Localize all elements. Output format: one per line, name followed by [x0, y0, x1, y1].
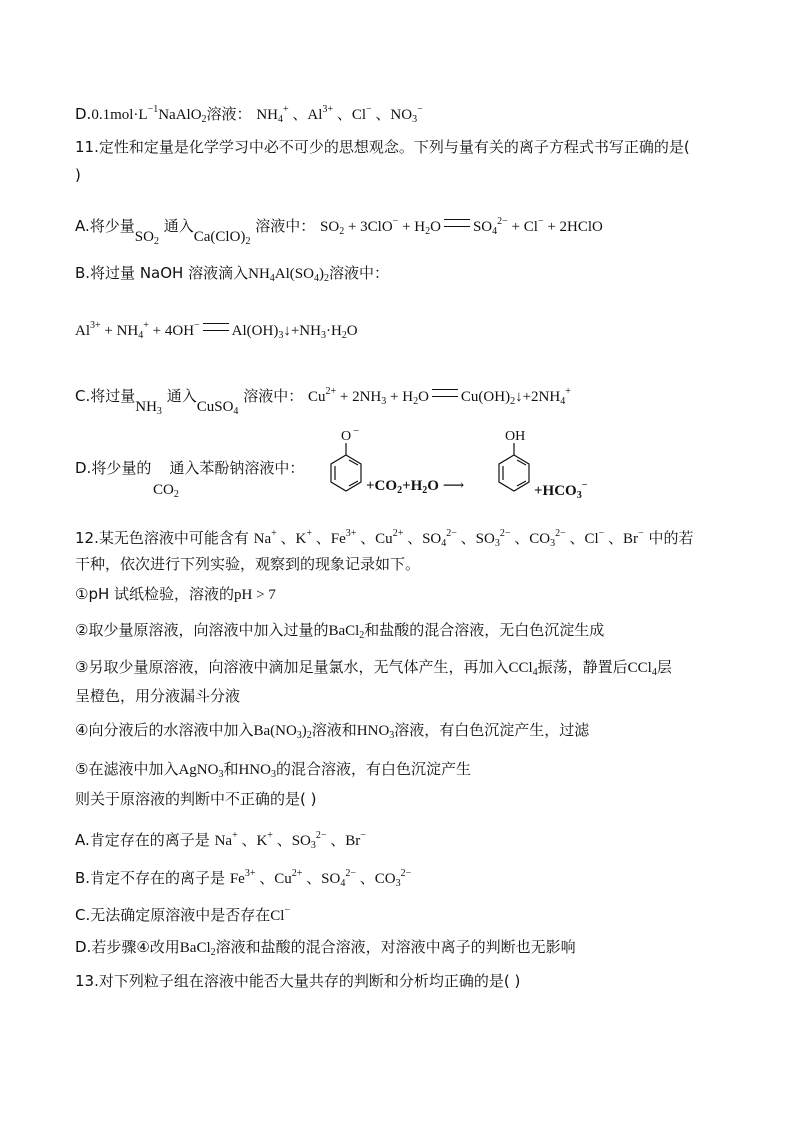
bicarbonate-product: $+HCO_3^-$ — [534, 480, 588, 501]
step-2: ②取少量原溶液，向溶液中加入过量的BaCl$_2$和盐酸的混合溶液，无白色沉淀生成 — [75, 621, 605, 641]
q10-option-d: $D.0.1mol\cdot L^{-1}NaAlO_2$溶液： $NH_4^+$ 、$Al^{3+}$ 、Cl− 、$NO_3^-$ — [75, 104, 423, 125]
co2-label: $CO_2$ — [153, 482, 179, 500]
phenoxide-ring-icon — [327, 427, 367, 497]
q13-stem: 13.对下列粒子组在溶液中能否大量共存的判断和分析均正确的是( ) — [75, 972, 521, 990]
step-3-cont: 呈橙色，用分液漏斗分液 — [75, 687, 241, 705]
q12-option-d: D.若步骤④改用BaCl$_2$溶液和盐酸的混合溶液，对溶液中离子的判断也无影响 — [75, 938, 576, 958]
svg-text:OH: OH — [505, 429, 526, 444]
q12-option-c: C.无法确定原溶液中是否存在Cl− — [75, 905, 291, 924]
svg-text:O: O — [341, 429, 352, 444]
step-5: ⑤在滤液中加入AgNO$_3$和$HNO_3$的混合溶液，有白色沉淀产生 — [75, 760, 471, 780]
q12-option-a: A.肯定存在的离子是 Na+ 、K+ 、$SO_3^{2-}$ 、Br− — [75, 830, 366, 851]
phenoxide-equation: $+CO_2+H_2O$ ⟶ — [366, 478, 465, 496]
q12-option-b: B.肯定不存在的离子是 $Fe^{3+}$ 、$Cu^{2+}$ 、$SO_4^{2-}$ 、$CO_3^{2-}$ — [75, 868, 412, 889]
q12-stem: 12.某无色溶液中可能含有 Na+ 、K+ 、$Fe^{3+}$ 、$Cu^{2+}$ 、$SO_4^{2-}$ 、$SO_3^{2-}$ 、$CO_3^{2-}$ 、Cl− 、Br− 中的若 — [75, 528, 694, 549]
q12-stem-2: 干种，依次进行下列实验，观察到的现象记录如下。 — [75, 555, 421, 573]
q11-option-d: D.将少量的 通入苯酚钠溶液中： — [75, 459, 305, 477]
q11-stem-paren: ) — [75, 166, 81, 184]
q12-question: 则关于原溶液的判断中不正确的是( ) — [75, 790, 317, 808]
q11-option-b-equation: $Al^{3+} + NH_4^+ + 4OH^-$ $Al(OH)_3↓+NH_3\cdot H_2O$ — [75, 320, 358, 341]
q11-option-b: B.将过量 NaOH 溶液滴入$NH_4Al(SO_4)_2$溶液中： — [75, 264, 389, 284]
q11-option-c: C.将过量$NH_3$ 通入CuSO$_4$ 溶液中： $Cu^{2+} + 2NH_3 + H_2O$ $Cu(OH)_2↓+2NH_4^+$ — [75, 386, 571, 417]
q11-option-a: A.将少量$SO_2$ 通入$Ca(ClO)_2$ 溶液中： $SO_2 + 3ClO^- + H_2O$ $SO_4^{2-} + Cl^-$ + 2HClO — [75, 216, 603, 247]
q11-stem: 11.定性和定量是化学学习中必不可少的思想观念。下列与量有关的离子方程式书写正确的是( — [75, 138, 690, 156]
svg-text:−: − — [353, 427, 360, 437]
step-1: ①pH 试纸检验，溶液的pH > 7 — [75, 585, 276, 603]
step-3: ③另取少量原溶液，向溶液中滴加足量氯水，无气体产生，再加入CCl$_4$振荡，静置后CCl$_4$层 — [75, 658, 672, 678]
phenol-ring-icon — [495, 427, 535, 497]
step-4: ④向分液后的水溶液中加入$Ba(NO_3)_2$溶液和$HNO_3$溶液，有白色沉淀产生，过滤 — [75, 721, 590, 741]
